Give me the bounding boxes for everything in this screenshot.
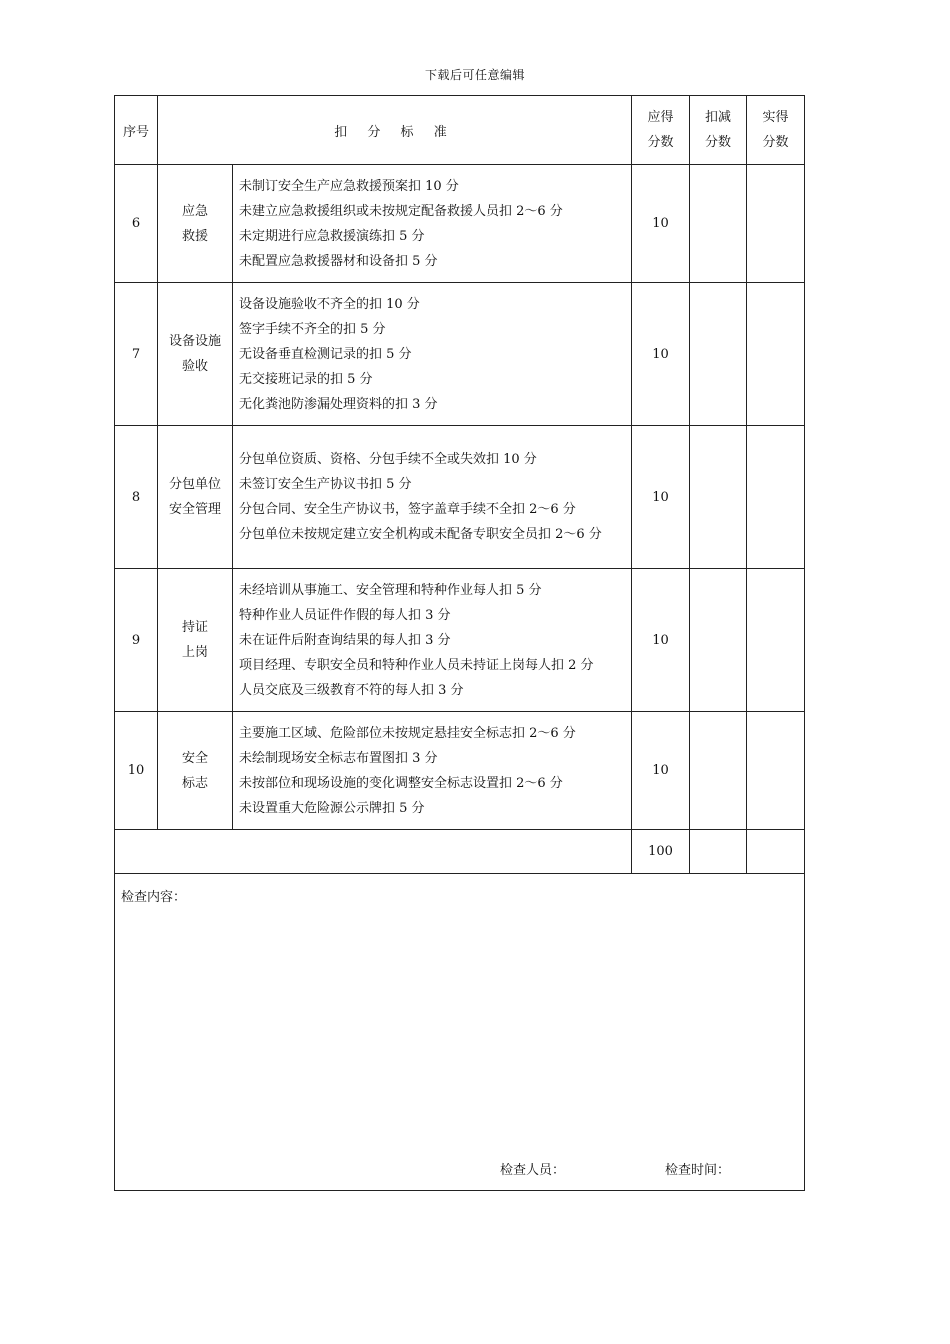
row-index: 10 (115, 712, 158, 830)
row-category (158, 426, 233, 569)
safety-inspection-table (114, 95, 805, 1191)
criteria-line: 设备设施验收不齐全的扣 10 分 (239, 296, 420, 312)
criteria-line: 签字手续不齐全的扣 5 分 (239, 321, 386, 337)
header-deducted-line1: 扣减 (704, 110, 731, 125)
category-line: 安全 (181, 750, 208, 766)
row-actual-cell[interactable] (747, 426, 805, 569)
inspector-label: 检查人员： (500, 1163, 566, 1178)
row-actual-cell[interactable] (747, 569, 805, 712)
category-line: 验收 (181, 359, 208, 374)
criteria-line: 未在证件后附查询结果的每人扣 3 分 (239, 632, 451, 648)
category-line: 应急 (181, 203, 208, 219)
row-category (158, 165, 233, 283)
header-due-score (632, 96, 690, 165)
category-line: 标志 (181, 775, 208, 791)
inspection-content-cell[interactable] (115, 874, 805, 1191)
total-actual-cell[interactable] (747, 830, 805, 874)
header-note: 下载后可任意编辑 (424, 68, 525, 82)
header-actual-line1: 实得 (762, 110, 789, 125)
criteria-line: 分包单位资质、资格、分包手续不全或失效扣 10 分 (239, 452, 537, 467)
row-criteria (233, 426, 632, 569)
category-line: 安全管理 (168, 502, 221, 517)
row-deducted-cell[interactable] (690, 426, 747, 569)
row-actual-cell[interactable] (747, 712, 805, 830)
row-index: 7 (115, 283, 158, 426)
criteria-line: 未建立应急救援组织或未按规定配备救援人员扣 2～6 分 (239, 203, 563, 219)
criteria-line: 未设置重大危险源公示牌扣 5 分 (239, 800, 425, 816)
row-due-score: 10 (632, 283, 690, 426)
inspection-time-label: 检查时间： (665, 1163, 731, 1178)
row-category (158, 569, 233, 712)
inspection-content-row (115, 874, 805, 1191)
header-deducted-line2: 分数 (704, 135, 731, 150)
category-line: 救援 (181, 228, 208, 244)
total-label-cell (115, 830, 632, 874)
inspection-content-label: 检查内容： (121, 890, 187, 905)
category-line: 持证 (181, 620, 208, 635)
criteria-line: 人员交底及三级教育不符的每人扣 3 分 (239, 682, 464, 698)
criteria-line: 项目经理、专职安全员和特种作业人员未持证上岗每人扣 2 分 (239, 657, 594, 673)
row-due-score: 10 (632, 569, 690, 712)
table-row (115, 712, 805, 830)
criteria-line: 无化粪池防渗漏处理资料的扣 3 分 (239, 396, 438, 412)
criteria-line: 无设备垂直检测记录的扣 5 分 (239, 346, 412, 362)
category-line: 设备设施 (168, 334, 221, 349)
table-row (115, 426, 805, 569)
criteria-line: 未签订安全生产协议书扣 5 分 (239, 477, 412, 492)
criteria-line: 未经培训从事施工、安全管理和特种作业每人扣 5 分 (239, 582, 542, 598)
row-deducted-cell[interactable] (690, 569, 747, 712)
row-criteria (233, 569, 632, 712)
row-due-score: 10 (632, 426, 690, 569)
criteria-line: 未定期进行应急救援演练扣 5 分 (239, 228, 425, 244)
row-category (158, 712, 233, 830)
criteria-line: 未按部位和现场设施的变化调整安全标志设置扣 2～6 分 (239, 775, 563, 791)
row-due-score: 10 (632, 712, 690, 830)
row-criteria (233, 712, 632, 830)
header-deducted (690, 96, 747, 165)
criteria-line: 未绘制现场安全标志布置图扣 3 分 (239, 750, 438, 766)
criteria-line: 特种作业人员证件作假的每人扣 3 分 (239, 607, 451, 623)
header-index: 序号 (115, 96, 158, 165)
row-due-score: 10 (632, 165, 690, 283)
criteria-line: 分包合同、安全生产协议书，签字盖章手续不全扣 2～6 分 (239, 502, 576, 517)
header-actual-line2: 分数 (762, 135, 789, 150)
header-criteria (158, 96, 632, 165)
criteria-line: 无交接班记录的扣 5 分 (239, 371, 373, 387)
criteria-line: 未制订安全生产应急救援预案扣 10 分 (239, 178, 459, 194)
row-criteria (233, 165, 632, 283)
row-index: 8 (115, 426, 158, 569)
row-category (158, 283, 233, 426)
header-due-score-line2: 分数 (647, 135, 674, 150)
category-line: 分包单位 (168, 477, 221, 492)
total-deducted-cell[interactable] (690, 830, 747, 874)
criteria-line: 分包单位未按规定建立安全机构或未配备专职安全员扣 2～6 分 (239, 527, 602, 542)
row-criteria (233, 283, 632, 426)
row-index: 6 (115, 165, 158, 283)
table-row (115, 283, 805, 426)
row-deducted-cell[interactable] (690, 712, 747, 830)
row-actual-cell[interactable] (747, 283, 805, 426)
criteria-line: 主要施工区域、危险部位未按规定悬挂安全标志扣 2～6 分 (239, 725, 576, 741)
criteria-line: 未配置应急救援器材和设备扣 5 分 (239, 253, 438, 269)
header-criteria-text: 扣 分 标 准 (334, 124, 455, 140)
total-due-score: 100 (632, 830, 690, 874)
header-due-score-line1: 应得 (647, 110, 674, 125)
table-row (115, 569, 805, 712)
table-header-row (115, 96, 805, 165)
total-row (115, 830, 805, 874)
row-actual-cell[interactable] (747, 165, 805, 283)
row-deducted-cell[interactable] (690, 283, 747, 426)
header-actual (747, 96, 805, 165)
row-index: 9 (115, 569, 158, 712)
table-row (115, 165, 805, 283)
row-deducted-cell[interactable] (690, 165, 747, 283)
category-line: 上岗 (181, 645, 208, 660)
